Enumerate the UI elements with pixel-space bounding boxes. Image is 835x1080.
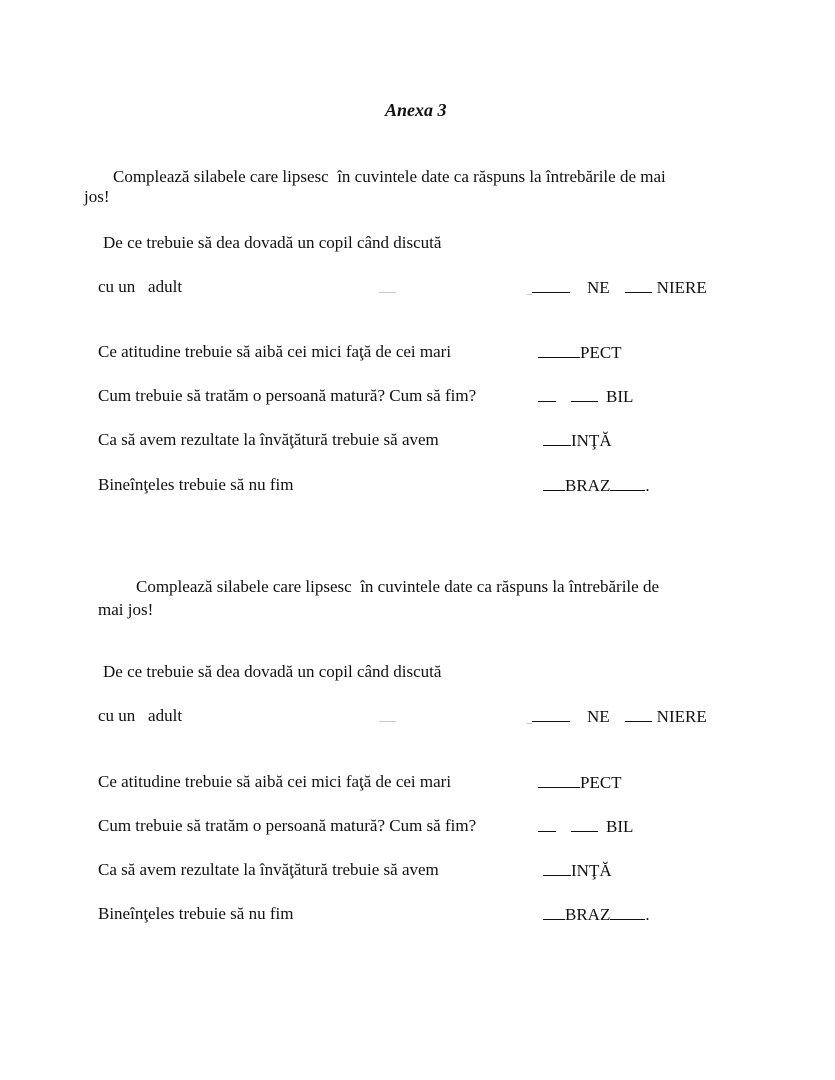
question-5: Bineînţeles trebuie să nu fim — [98, 904, 294, 923]
answer-5-end: . — [645, 476, 650, 495]
answer-blank[interactable] — [543, 431, 571, 446]
answer-blank[interactable] — [625, 707, 652, 722]
question-1-line-1: De ce trebuie să dea dovadă un copil când discută — [103, 662, 442, 681]
answer-3 — [538, 817, 633, 835]
answer-4-syllable: INŢĂ — [571, 431, 612, 450]
answer-5-syllable: BRAZ — [565, 905, 611, 924]
question-2: Ce atitudine trebuie să aibă cei mici faţă de cei mari — [98, 772, 452, 791]
question-3: Cum trebuie să tratăm o persoană matură? Cum să fim? — [98, 816, 477, 835]
answer-3-syllable: BIL — [606, 817, 634, 836]
document-title: Anexa 3 — [385, 100, 447, 120]
answer-1 — [532, 278, 707, 296]
answer-blank[interactable] — [610, 476, 645, 491]
faint-blank-mark — [379, 292, 396, 293]
answer-blank[interactable] — [543, 905, 565, 920]
answer-2-syllable: PECT — [580, 773, 622, 792]
answer-5 — [543, 476, 650, 494]
answer-4 — [543, 431, 612, 449]
question-4: Ca să avem rezultate la învăţătură trebuie să avem — [98, 860, 439, 879]
answer-5-end: . — [645, 905, 650, 924]
answer-1-syllable-a: NE — [587, 278, 610, 297]
answer-blank[interactable] — [538, 343, 580, 358]
question-1-line-2: cu un adult — [98, 277, 183, 296]
answer-blank[interactable] — [625, 278, 652, 293]
instruction-line-2: mai jos! — [98, 600, 154, 619]
answer-blank[interactable] — [543, 861, 571, 876]
answer-blank[interactable] — [610, 905, 645, 920]
question-4: Ca să avem rezultate la învăţătură trebuie să avem — [98, 430, 439, 449]
answer-4-syllable: INŢĂ — [571, 861, 612, 880]
answer-4 — [543, 861, 612, 879]
answer-blank[interactable] — [538, 817, 556, 832]
answer-1-syllable-a: NE — [587, 707, 610, 726]
answer-2 — [538, 773, 622, 791]
answer-1-syllable-b: NIERE — [656, 707, 707, 726]
instruction-line-1: Complează silabele care lipsesc în cuvintele date ca răspuns la întrebările de mai — [113, 167, 666, 186]
answer-blank[interactable] — [538, 773, 580, 788]
instruction-line-2: jos! — [84, 187, 110, 206]
answer-2-syllable: PECT — [580, 343, 622, 362]
answer-2 — [538, 343, 622, 361]
answer-3-syllable: BIL — [606, 387, 634, 406]
answer-3 — [538, 387, 633, 405]
answer-5-syllable: BRAZ — [565, 476, 611, 495]
question-1-line-1: De ce trebuie să dea dovadă un copil când discută — [103, 233, 442, 252]
faint-blank-mark — [379, 721, 396, 722]
answer-1-syllable-b: NIERE — [656, 278, 707, 297]
question-5: Bineînţeles trebuie să nu fim — [98, 475, 294, 494]
answer-blank[interactable] — [571, 387, 598, 402]
answer-blank[interactable] — [532, 278, 570, 293]
answer-1 — [532, 707, 707, 725]
instruction-line-1: Complează silabele care lipsesc în cuvintele date ca răspuns la întrebările de — [136, 577, 659, 596]
answer-blank[interactable] — [532, 707, 570, 722]
answer-blank[interactable] — [543, 476, 565, 491]
question-1-line-2: cu un adult — [98, 706, 183, 725]
question-2: Ce atitudine trebuie să aibă cei mici faţă de cei mari — [98, 342, 452, 361]
question-3: Cum trebuie să tratăm o persoană matură? Cum să fim? — [98, 386, 477, 405]
answer-blank[interactable] — [538, 387, 556, 402]
answer-blank[interactable] — [571, 817, 598, 832]
answer-5 — [543, 905, 650, 923]
